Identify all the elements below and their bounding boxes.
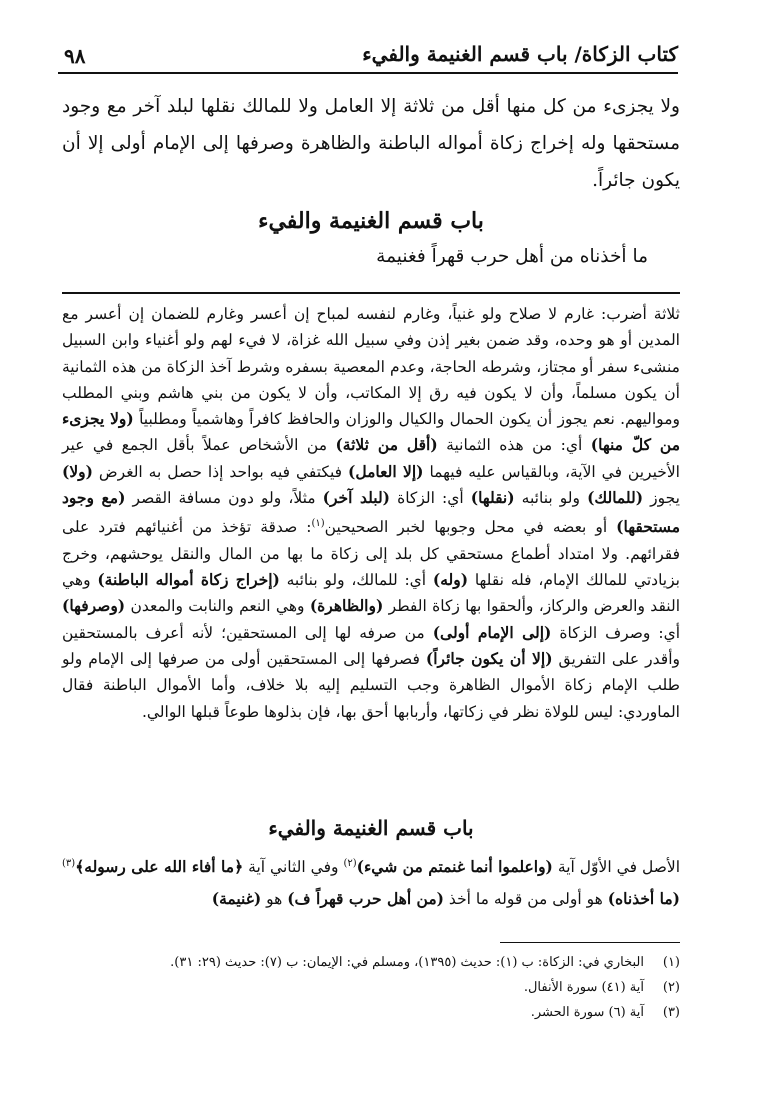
- commentary-section-title: باب قسم الغنيمة والفيء: [268, 816, 474, 840]
- commentary-text: مثلاً، ولو دون مسافة القصر: [125, 489, 323, 508]
- commentary-text: أي: الزكاة: [390, 489, 471, 508]
- quoted-text: (إلا العامل): [348, 461, 424, 481]
- commentary-paragraph: [62, 848, 680, 915]
- commentary-text: أي: من هذه الثمانية: [437, 436, 591, 455]
- quoted-text: (إلى الإمام أولى): [432, 622, 552, 642]
- footnote-number: (١): [662, 955, 680, 970]
- commentary-text: يجوز: [643, 489, 680, 508]
- quoted-text: (والظاهرة): [309, 596, 384, 616]
- section-first-line: ما أخذناه من أهل حرب قهراً فغنيمة: [376, 246, 648, 267]
- commentary-text: وفي الثاني آية: [243, 858, 344, 877]
- commentary-text: الأصل في الأوّل آية: [552, 858, 680, 877]
- footnote-text: آية (٤١) سورة الأنفال.: [523, 980, 644, 995]
- footnote-text: آية (٦) سورة الحشر.: [530, 1005, 644, 1020]
- commentary-text: وهي النعم والنابت والمعدن: [125, 597, 310, 616]
- quoted-text: (مع وجود مستحقها): [62, 488, 681, 537]
- footnote: [62, 1000, 680, 1025]
- quoted-text: (نقلها): [470, 488, 515, 508]
- footnote-ref: (٣): [62, 858, 76, 869]
- quoted-text: (لبلد آخر): [322, 488, 390, 508]
- footnote-number: (٢): [662, 980, 680, 995]
- quoted-text: (ولا يجزىء من كلّ منها): [62, 409, 680, 455]
- commentary-paragraph: [62, 301, 680, 725]
- commentary-text: من صرفه لها إلى المستحقين؛ لأنه أعرف بالمستحقين وأقدر على التفريق: [62, 623, 681, 669]
- footnote-text: البخاري في: الزكاة: ب (١): حديث (١٣٩٥)، ومسلم في: الإيمان: ب (٧): حديث (٢٩: ٣١).: [170, 955, 644, 970]
- commentary-text: هو أولى من قوله ما أخذ: [444, 890, 608, 909]
- quoted-text: ﴿ما أفاء الله على رسوله﴾: [75, 857, 244, 877]
- quoted-text: (للمالك): [587, 488, 644, 508]
- quoted-text: (وله): [432, 570, 469, 590]
- commentary-text: وهي النقد والعرض والركاز، وألحقوا بها زكاة الفطر: [62, 571, 680, 616]
- commentary-section-body: [62, 848, 680, 915]
- footnote-number: (٣): [662, 1005, 680, 1020]
- commentary-text: هو: [261, 890, 288, 909]
- commentary-text: أي: للمالك، ولو بنائبه: [279, 571, 433, 590]
- quoted-text: (وصرفها): [62, 596, 126, 616]
- footnote: [62, 950, 680, 975]
- commentary-text: : صدقة تؤخذ من أغنيائهم فترد على فقرائهم. ولا امتداد أطماع مستحقي كل بلد إلى زكاة ما بها من المال والنقل يوحشهم، وخرج بزيادتي للمالك الإمام، فله نقلها: [62, 518, 680, 590]
- main-text: ولا يجزىء من كل منها أقل من ثلاثة إلا العامل ولا للمالك نقلها لبلد آخر مع وجود مستحقها وله إخراج زكاة أمواله الباطنة والظاهرة وصرفها إلى الإمام أولى إلا أن يكون جائراً.: [62, 96, 680, 191]
- footnotes: [62, 950, 680, 1025]
- commentary-text: أي: وصرف الزكاة: [551, 623, 681, 642]
- quoted-text: (ما أخذناه): [607, 889, 680, 909]
- quoted-text: (من أهل حرب قهراً ف): [287, 889, 444, 909]
- commentary-text: من الأشخاص عملاً بأقل الجمع في عير الأخيرين في الآية، وبالقياس عليه فيهما: [62, 436, 680, 481]
- commentary: [62, 301, 680, 725]
- quoted-text: (إلا أن يكون جائراً): [425, 649, 553, 669]
- footnote-divider: [500, 942, 680, 943]
- section-title: باب قسم الغنيمة والفيء: [258, 208, 484, 234]
- quoted-text: (واعلموا أنما غنمتم من شيء): [356, 857, 553, 877]
- footnote-ref: (١): [311, 518, 325, 530]
- commentary-text: ولو بنائبه: [514, 489, 588, 508]
- commentary-text: فصرفها إلى المستحقين أولى من صرفها إلى الإمام ولو طلب الإمام زكاة الأموال الظاهرة وجب التسليم إليه بلا خلاف، وأما الأموال الباطنة فقال الماوردي: ليس للولاة نظر في زكاتها، وأربابها أحق بها، فإن بذلوها طوعاً قبلها الوالي.: [62, 650, 680, 721]
- commentary-text: ثلاثة أضرب: غارم لا صلاح ولو غنياً، وغارم لنفسه لمباح إن أعسر وغارم للضمان إن أعسر مع المدين أو هو وحده، وقد ضمن بغير إذن وفي سبيل الله غزاة، لا فيء لهم ولو أغنياء وابن السبيل منشىء سفر أو مجتاز، وشرطه الحاجة، وعدم المعصية بسفره وشرط آخذ الزكاة من هذه الثمانية أن يكون مسلماً، وأن لا يكون فيه رق إلا المكاتب، وأن لا يكون من بني هاشم وبني المطلب ومواليهم. نعم يجوز أن يكون الحمال والكيال والوزان والحافظ كافراً وهاشمياً ومطلبياً: [62, 305, 680, 429]
- commentary-text: أو بعضه في محل وجوبها لخبر الصحيحين: [324, 518, 617, 537]
- page-number: ٩٨: [64, 44, 86, 68]
- footnote-ref: (٢): [343, 858, 357, 869]
- quoted-text: (إخراج زكاة أمواله الباطنة): [97, 570, 280, 590]
- running-head: كتاب الزكاة/ باب قسم الغنيمة والفيء: [362, 42, 678, 66]
- quoted-text: (أقل من ثلاثة): [335, 435, 438, 455]
- quoted-text: (غنيمة): [211, 889, 262, 909]
- footnote: [62, 975, 680, 1000]
- page-header: [58, 38, 678, 74]
- quoted-text: (ولا): [62, 461, 93, 481]
- commentary-divider: [62, 292, 680, 294]
- commentary-text: فيكتفي فيه بواحد إذا حصل به الغرض: [93, 462, 349, 481]
